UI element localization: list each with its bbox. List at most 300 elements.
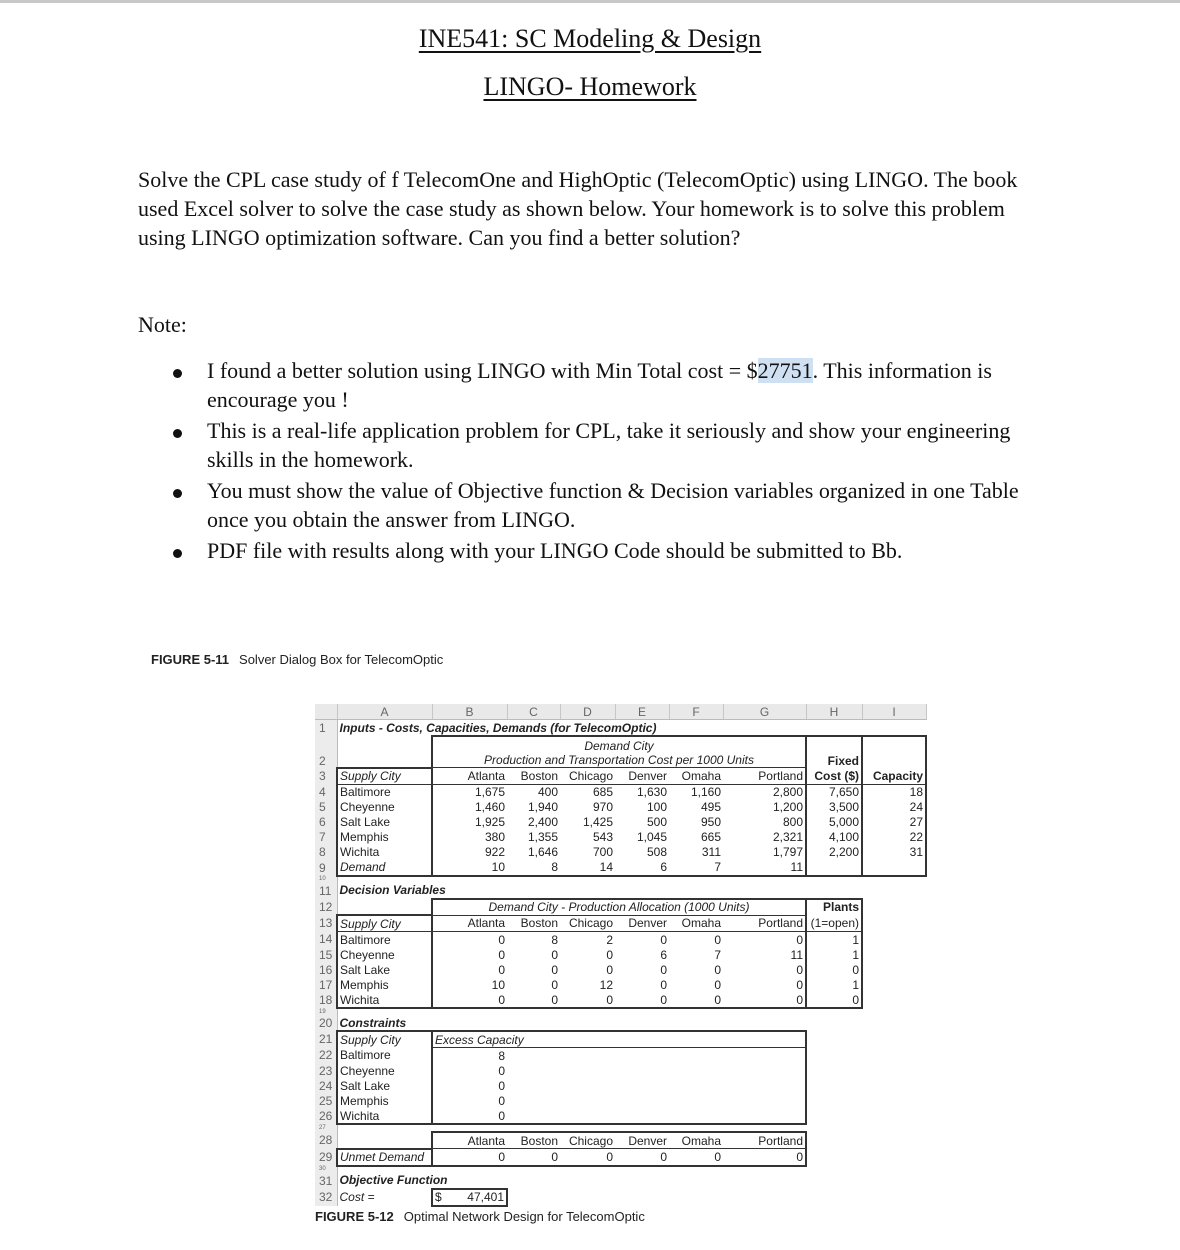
sheet-cell: 0 [669, 1149, 723, 1166]
sheet-cell [560, 1093, 615, 1108]
sheet-cell: 1,460 [432, 800, 507, 815]
figure-label: FIGURE 5-12 [315, 1209, 394, 1224]
sheet-cell [723, 1166, 806, 1173]
column-header: A [337, 704, 432, 720]
sheet-cell: 0 [432, 1063, 507, 1078]
sheet-cell: 0 [507, 1149, 560, 1166]
section-heading: Inputs - Costs, Capacities, Demands (for TelecomOptic) [339, 720, 657, 735]
bullet-text: . This information is encourage you ! [207, 358, 992, 412]
bullet-item [170, 357, 1050, 414]
sheet-cell: 665 [700, 830, 721, 844]
sheet-cell [669, 1189, 723, 1206]
sheet-cell [560, 1189, 615, 1206]
sheet-cell: 500 [646, 815, 667, 829]
merged-header [432, 736, 806, 768]
header-line: Demand City [584, 739, 654, 753]
row-number: 6 [315, 815, 337, 830]
row-number: 9 [315, 860, 337, 876]
row-number: 23 [315, 1063, 337, 1078]
sheet-cell: 400 [537, 785, 558, 799]
sheet-cell [507, 1189, 560, 1206]
sheet-row [315, 1031, 926, 1048]
sheet-cell: 4,100 [806, 830, 862, 845]
sheet-row [315, 915, 926, 932]
sheet-cell: 0 [723, 992, 806, 1008]
sheet-cell: 0 [432, 932, 507, 948]
sheet-row [315, 768, 926, 785]
row-number: 15 [315, 947, 337, 962]
sheet-cell [806, 1078, 862, 1093]
header-line: Production and Transportation Cost per 1000 Units [484, 753, 754, 767]
bullet-text: I found a better solution using LINGO with Min Total cost = $ [207, 358, 758, 383]
sheet-cell [560, 1108, 615, 1124]
sheet-cell: 0 [551, 977, 558, 992]
sheet-cell: 7,650 [806, 784, 862, 800]
sheet-row [315, 932, 926, 948]
row-number: 32 [315, 1189, 337, 1206]
sheet-cell: 7 [714, 947, 721, 962]
row-label-cell [337, 1132, 432, 1149]
sheet-cell: 1 [806, 932, 862, 948]
row-label-cell: Cheyenne [337, 800, 432, 815]
sheet-cell [862, 876, 926, 883]
figure-caption-5-11 [151, 652, 443, 667]
sheet-cell [862, 1149, 926, 1166]
sheet-cell: 6 [660, 947, 667, 962]
merged-header: Excess Capacity [432, 1031, 806, 1048]
sheet-cell: 0 [714, 962, 721, 977]
row-label-cell: Supply City [337, 915, 432, 932]
sheet-cell: 6 [615, 860, 669, 876]
sheet-cell [507, 1048, 560, 1064]
sheet-cell [615, 1078, 669, 1093]
sheet-cell [432, 1124, 507, 1132]
sheet-cell [560, 1063, 615, 1078]
row-number: 5 [315, 800, 337, 815]
sheet-cell [615, 1008, 669, 1015]
sheet-cell: 1,675 [432, 784, 507, 800]
sheet-cell: 22 [862, 830, 926, 845]
sheet-cell: 0 [723, 932, 806, 948]
row-number: 2 [315, 736, 337, 768]
sheet-cell [669, 1008, 723, 1015]
sheet-cell [806, 1108, 862, 1124]
row-number: 1 [315, 720, 337, 737]
sheet-cell [806, 1008, 862, 1015]
corner-cell [315, 704, 337, 720]
sheet-cell [669, 876, 723, 883]
bullet-item: You must show the value of Objective function & Decision variables organized in one Table once you obtain the answer from LINGO. [170, 477, 1050, 534]
row-number: 14 [315, 932, 337, 948]
sheet-cell: Cost ($) [806, 768, 862, 785]
row-number: 30 [315, 1166, 337, 1173]
sheet-cell [432, 1008, 507, 1015]
sheet-cell: Boston [507, 915, 560, 932]
row-number: 20 [315, 1015, 337, 1031]
sheet-cell [806, 1166, 862, 1173]
row-number: 18 [315, 992, 337, 1008]
sheet-cell: 10 [432, 977, 507, 992]
bullet-item: This is a real-life application problem for CPL, take it seriously and show your engineering skills in the homework. [170, 417, 1050, 474]
sheet-cell [862, 1078, 926, 1093]
sheet-cell: 800 [723, 815, 806, 830]
sheet-cell [806, 1132, 862, 1149]
sheet-cell [669, 1078, 723, 1093]
column-header: G [723, 704, 806, 720]
currency-symbol: $ [435, 1190, 442, 1204]
row-label-cell: Supply City [337, 1031, 432, 1048]
sheet-cell: 2,800 [723, 784, 806, 800]
row-number: 21 [315, 1031, 337, 1048]
sheet-cell [862, 1008, 926, 1015]
sheet-cell [432, 1166, 507, 1173]
sheet-cell [806, 1149, 862, 1166]
sheet-cell [862, 1166, 926, 1173]
sheet-cell [862, 1048, 926, 1064]
sheet-cell: Chicago [560, 915, 615, 932]
sheet-cell [615, 1048, 669, 1064]
sheet-cell: 2,400 [527, 815, 558, 829]
row-number: 17 [315, 977, 337, 992]
row-number: 8 [315, 845, 337, 860]
sheet-cell [723, 1124, 806, 1132]
sheet-cell [862, 899, 926, 916]
row-label-cell: Memphis [337, 830, 432, 845]
sheet-cell: Atlanta [432, 768, 507, 785]
sheet-cell: 0 [714, 977, 721, 992]
sheet-cell: 0 [723, 962, 806, 977]
sheet-cell: 1,200 [723, 800, 806, 815]
row-number: 3 [315, 768, 337, 785]
row-number: 29 [315, 1149, 337, 1166]
column-header: D [560, 704, 615, 720]
figure-text: Solver Dialog Box for TelecomOptic [239, 652, 444, 667]
row-label-cell: Salt Lake [337, 815, 432, 830]
sheet-row [315, 1132, 926, 1149]
sheet-cell: 0 [615, 992, 669, 1008]
row-number: 12 [315, 899, 337, 916]
sheet-cell: Denver [615, 1132, 669, 1149]
section-heading: Decision Variables [339, 883, 446, 897]
column-header: H [806, 704, 862, 720]
sheet-cell: 0 [723, 1149, 806, 1166]
sheet-cell: 7 [669, 860, 723, 876]
sheet-cell: Atlanta [432, 915, 507, 932]
sheet-cell: 0 [432, 1149, 507, 1166]
sheet-cell: 1,925 [432, 815, 507, 830]
sheet-row [315, 947, 926, 962]
sheet-row [315, 992, 926, 1008]
sheet-cell [507, 1078, 560, 1093]
row-label-cell: Salt Lake [337, 962, 432, 977]
row-number: 10 [315, 876, 337, 883]
sheet-cell: 31 [862, 845, 926, 860]
row-label-cell: Wichita [337, 992, 432, 1008]
sheet-cell: 8 [551, 932, 558, 947]
sheet-cell [615, 1063, 669, 1078]
sheet-cell: 18 [862, 784, 926, 800]
sheet-cell [862, 932, 926, 948]
sheet-cell: 0 [723, 977, 806, 992]
sheet-cell [560, 1048, 615, 1064]
row-number: 19 [315, 1008, 337, 1015]
sheet-row [315, 899, 926, 916]
sheet-cell: 0 [432, 947, 507, 962]
figure-label: FIGURE 5-11 [151, 652, 230, 667]
row-number: 7 [315, 830, 337, 845]
sheet-cell: 100 [646, 800, 667, 814]
row-label-cell [337, 899, 432, 916]
row-label-cell [337, 736, 432, 768]
sheet-cell: 0 [432, 992, 507, 1008]
row-label-cell: Cheyenne [337, 947, 432, 962]
sheet-cell [723, 1078, 806, 1093]
section-heading: Objective Function [339, 1173, 448, 1187]
intro-paragraph: Solve the CPL case study of f TelecomOne and HighOptic (TelecomOptic) using LINGO. The book used Excel solver to solve the case study as shown below. Your homework is to solve this problem using LINGO optimization software. Can you find a better solution? [138, 167, 1018, 250]
column-header: I [862, 704, 926, 720]
row-label-cell [337, 876, 432, 883]
sheet-cell [862, 962, 926, 977]
sheet-cell: 970 [592, 800, 613, 814]
row-number: 28 [315, 1132, 337, 1149]
sheet-row [315, 1166, 926, 1173]
sheet-cell: 10 [432, 860, 507, 876]
title-text: INE541: SC Modeling & Design [418, 24, 762, 53]
sheet-row [315, 1149, 926, 1166]
column-header: F [669, 704, 723, 720]
sheet-cell [723, 1093, 806, 1108]
sheet-cell [507, 1166, 560, 1173]
note-label: Note: [138, 312, 187, 337]
objective-cost-cell [432, 1189, 507, 1206]
sheet-cell: Portland [723, 1132, 806, 1149]
sheet-cell [723, 1063, 806, 1078]
row-label-cell: Cost = [339, 1190, 375, 1204]
row-label-cell: Demand [337, 860, 432, 876]
sheet-cell [507, 1108, 560, 1124]
sheet-row [315, 1173, 926, 1189]
row-label-cell: Memphis [337, 1093, 432, 1108]
sheet-cell [723, 876, 806, 883]
sheet-cell: 24 [862, 800, 926, 815]
spreadsheet-image [315, 704, 927, 1207]
sheet-cell [432, 876, 507, 883]
sheet-cell [806, 876, 862, 883]
sheet-cell [507, 1124, 560, 1132]
row-number: 11 [315, 883, 337, 899]
sheet-cell [862, 977, 926, 992]
section-heading: Constraints [339, 1015, 407, 1030]
sheet-row [315, 1108, 926, 1124]
sheet-cell: 1 [806, 977, 862, 992]
sheet-cell [615, 876, 669, 883]
sheet-cell [862, 992, 926, 1008]
sheet-cell: 0 [507, 992, 560, 1008]
sheet-cell: 0 [560, 992, 615, 1008]
sheet-cell: Omaha [669, 915, 723, 932]
sheet-cell [560, 1166, 615, 1173]
row-number: 4 [315, 784, 337, 800]
row-label-cell: Wichita [337, 845, 432, 860]
sheet-cell: Chicago [560, 1132, 615, 1149]
sheet-row [315, 883, 926, 899]
row-number: 16 [315, 962, 337, 977]
sheet-row [315, 800, 926, 815]
sheet-cell [862, 1108, 926, 1124]
sheet-cell: (1=open) [806, 915, 862, 932]
sheet-cell [806, 1093, 862, 1108]
sheet-row [315, 1078, 926, 1093]
sheet-row [315, 1048, 926, 1064]
sheet-cell [862, 1093, 926, 1108]
sheet-cell [806, 1063, 862, 1078]
sheet-cell [615, 1166, 669, 1173]
sheet-cell [862, 1063, 926, 1078]
row-label-cell [337, 1166, 432, 1173]
column-header: E [615, 704, 669, 720]
sheet-cell: 0 [806, 962, 862, 977]
sheet-cell: 0 [660, 932, 667, 947]
sheet-cell [806, 1031, 862, 1048]
sheet-cell: Plants [806, 899, 862, 916]
sheet-cell: Fixed [806, 736, 862, 768]
row-label-cell: Baltimore [337, 1048, 432, 1064]
sheet-cell: 2,200 [806, 845, 862, 860]
sheet-cell: 0 [560, 1149, 615, 1166]
row-number: 25 [315, 1093, 337, 1108]
sheet-cell: Portland [723, 768, 806, 785]
cost-value: 47,401 [467, 1190, 504, 1204]
sheet-cell [669, 1063, 723, 1078]
sheet-cell [560, 1078, 615, 1093]
sheet-cell: 12 [599, 977, 613, 992]
sheet-cell: 0 [432, 1093, 507, 1108]
sheet-cell [862, 860, 926, 876]
sheet-cell [507, 876, 560, 883]
sheet-cell: 1,355 [527, 830, 558, 844]
sheet-cell: 2 [606, 932, 613, 947]
sheet-cell: 8 [432, 1048, 507, 1064]
sheet-cell: 0 [714, 932, 721, 947]
document-subtitle [0, 72, 1180, 102]
sheet-cell: 0 [806, 992, 862, 1008]
row-label-cell [337, 1124, 432, 1132]
sheet-cell: 0 [432, 1078, 507, 1093]
sheet-row [315, 1093, 926, 1108]
top-border [0, 0, 1180, 3]
sheet-cell [669, 1048, 723, 1064]
sheet-cell: 1,160 [690, 785, 721, 799]
sheet-row [315, 1015, 926, 1031]
sheet-cell: Portland [723, 915, 806, 932]
sheet-cell [806, 1124, 862, 1132]
sheet-cell: 0 [669, 992, 723, 1008]
bullet-item: PDF file with results along with your LINGO Code should be submitted to Bb. [170, 537, 1050, 566]
note-list [170, 357, 1050, 569]
sheet-cell: 0 [615, 1149, 669, 1166]
sheet-cell: Boston [507, 768, 560, 785]
sheet-cell: 0 [606, 947, 613, 962]
row-label-cell: Unmet Demand [337, 1149, 432, 1166]
column-header-row [315, 704, 926, 720]
sheet-cell: 1,646 [527, 845, 558, 859]
sheet-cell: 1,797 [723, 845, 806, 860]
figure-caption-5-12 [315, 1209, 645, 1224]
sheet-cell [862, 915, 926, 932]
sheet-cell: 5,000 [806, 815, 862, 830]
sheet-cell [806, 1189, 862, 1206]
row-label-cell: Wichita [337, 1108, 432, 1124]
row-label-cell [337, 1008, 432, 1015]
sheet-cell: Atlanta [432, 1132, 507, 1149]
sheet-cell: 700 [592, 845, 613, 859]
sheet-cell: 8 [507, 860, 560, 876]
sheet-cell: 1,630 [636, 785, 667, 799]
sheet-row [315, 784, 926, 800]
sheet-row [315, 962, 926, 977]
sheet-cell: Denver [615, 915, 669, 932]
sheet-row [315, 845, 926, 860]
row-label-cell: Cheyenne [337, 1063, 432, 1078]
sheet-row [315, 1008, 926, 1015]
row-label-cell: Memphis [337, 977, 432, 992]
row-label-cell: Salt Lake [337, 1078, 432, 1093]
sheet-cell [560, 1008, 615, 1015]
sheet-row [315, 876, 926, 883]
sheet-cell [615, 1093, 669, 1108]
sheet-cell: 380 [432, 830, 507, 845]
row-label-cell: Baltimore [337, 784, 432, 800]
sheet-cell [615, 1124, 669, 1132]
sheet-cell: 685 [592, 785, 613, 799]
sheet-row [315, 1189, 926, 1206]
sheet-cell [669, 1166, 723, 1173]
sheet-cell: 0 [606, 962, 613, 977]
row-number: 13 [315, 915, 337, 932]
sheet-cell: Chicago [560, 768, 615, 785]
sheet-cell: 1,940 [527, 800, 558, 814]
row-number: 22 [315, 1048, 337, 1064]
sheet-cell [862, 1189, 926, 1206]
sheet-cell: 27 [862, 815, 926, 830]
sheet-cell: 543 [592, 830, 613, 844]
row-number: 27 [315, 1124, 337, 1132]
sheet-cell: 11 [723, 947, 806, 962]
sheet-cell [615, 1189, 669, 1206]
sheet-cell [862, 1132, 926, 1149]
sheet-cell [669, 1093, 723, 1108]
sheet-cell [669, 1124, 723, 1132]
sheet-cell: 3,500 [806, 800, 862, 815]
sheet-row [315, 1063, 926, 1078]
sheet-cell [723, 1008, 806, 1015]
sheet-cell: Denver [615, 768, 669, 785]
subtitle-text: LINGO- Homework [483, 72, 697, 101]
row-number: 26 [315, 1108, 337, 1124]
sheet-cell [507, 1093, 560, 1108]
sheet-cell: 0 [660, 977, 667, 992]
sheet-cell [615, 1108, 669, 1124]
sheet-cell: Boston [507, 1132, 560, 1149]
sheet-cell: 1,425 [582, 815, 613, 829]
sheet-cell [862, 947, 926, 962]
highlighted-cost: 27751 [757, 358, 813, 383]
figure-text: Optimal Network Design for TelecomOptic [403, 1209, 645, 1224]
sheet-cell: Omaha [669, 1132, 723, 1149]
sheet-cell [862, 1031, 926, 1048]
sheet-row [315, 720, 926, 737]
sheet-cell [723, 1108, 806, 1124]
